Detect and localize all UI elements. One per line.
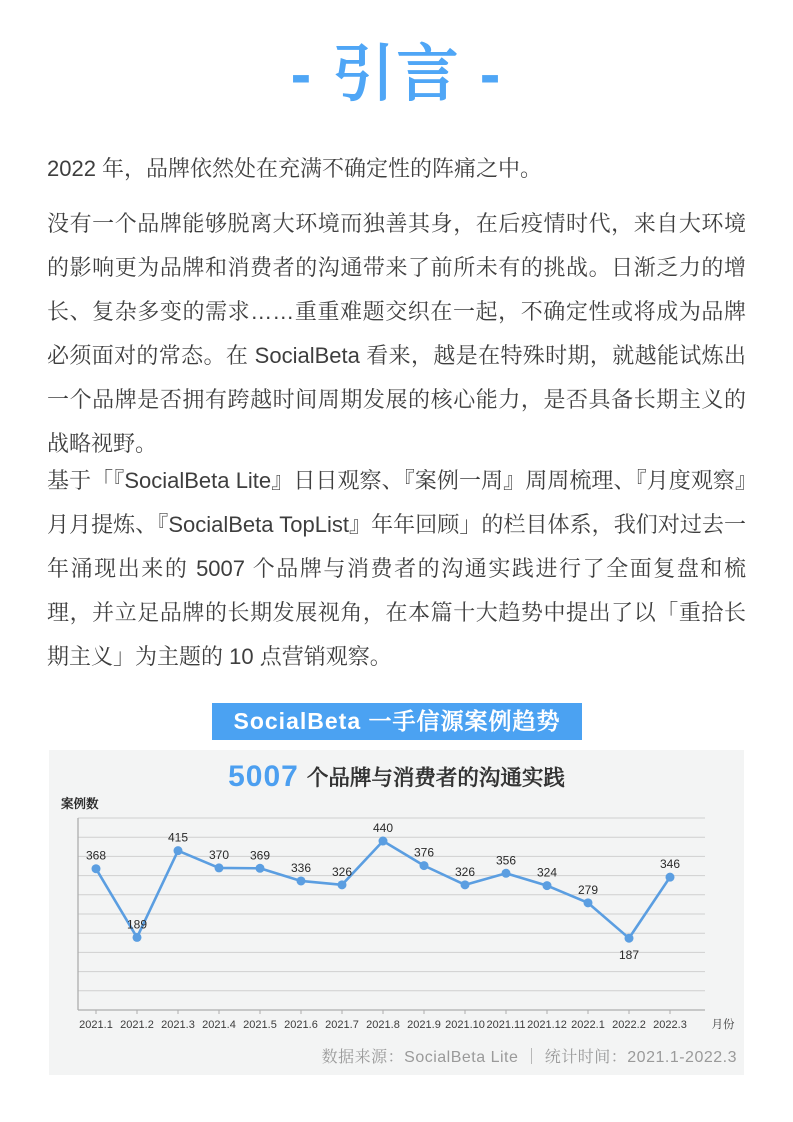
svg-text:2021.10: 2021.10 [445, 1019, 485, 1031]
intro-paragraph-3: 基于「『SocialBeta Lite』日日观察、『案例一周』周周梳理、『月度观察』月月提炼、『SocialBeta TopList』年年回顾」的栏目体系，我们对过去一年涌现出来的 5007 个品牌与消费者的沟通实践进行了全面复盘和梳理，并立足品牌的长期发展视角，在本篇十大趋势中提出了以「重拾长期主义」为主题的 10 点营销观察。 [47, 468, 746, 669]
svg-text:370: 370 [208, 847, 230, 862]
svg-text:346: 346 [659, 857, 681, 872]
svg-text:2021.5: 2021.5 [243, 1019, 277, 1031]
svg-text:369: 369 [249, 848, 271, 863]
svg-text:324: 324 [536, 865, 558, 880]
svg-text:326: 326 [331, 864, 353, 879]
svg-text:2021.3: 2021.3 [161, 1019, 195, 1031]
page-title: - 引言 - [290, 40, 503, 109]
svg-text:440: 440 [372, 821, 394, 836]
chart-title-number: 5007 [228, 760, 299, 793]
svg-text:2021.2: 2021.2 [120, 1019, 154, 1031]
svg-text:2021.4: 2021.4 [202, 1019, 236, 1031]
svg-text:2021.7: 2021.7 [325, 1019, 359, 1031]
svg-text:368: 368 [85, 848, 107, 863]
case-trend-line-chart [49, 810, 744, 1045]
svg-text:376: 376 [413, 845, 435, 860]
svg-text:2021.12: 2021.12 [527, 1019, 567, 1031]
intro-paragraph-2: 没有一个品牌能够脱离大环境而独善其身，在后疫情时代，来自大环境的影响更为品牌和消费者的沟通带来了前所未有的挑战。日渐乏力的增长、复杂多变的需求……重重难题交织在一起，不确定性或将成为品牌必须面对的常态。在 SocialBeta 看来，越是在特殊时期，就越能试炼出一个品牌是否拥有跨越时间周期发展的核心能力，是否具备长期主义的战略视野。 [47, 211, 746, 456]
svg-text:336: 336 [290, 860, 312, 875]
svg-text:月份: 月份 [711, 1019, 735, 1031]
svg-text:279: 279 [577, 882, 599, 897]
chart-title [49, 760, 744, 795]
svg-text:2021.1: 2021.1 [79, 1019, 113, 1031]
svg-text:415: 415 [167, 830, 189, 845]
svg-text:2021.11: 2021.11 [486, 1019, 526, 1031]
svg-text:356: 356 [495, 853, 517, 868]
intro-paragraph-1: 2022 年，品牌依然处在充满不确定性的阵痛之中。 [47, 156, 543, 181]
chart-section-banner: SocialBeta 一手信源案例趋势 [212, 703, 582, 740]
svg-text:187: 187 [618, 948, 640, 963]
svg-text:2021.8: 2021.8 [366, 1019, 400, 1031]
svg-text:2022.3: 2022.3 [653, 1019, 687, 1031]
svg-text:326: 326 [454, 864, 476, 879]
chart-title-text: 个品牌与消费者的沟通实践 [306, 766, 565, 790]
y-axis-label: 案例数 [61, 797, 99, 811]
svg-text:2021.9: 2021.9 [407, 1019, 441, 1031]
chart-card [49, 750, 744, 1075]
svg-text:2022.1: 2022.1 [571, 1019, 605, 1031]
svg-text:189: 189 [126, 917, 148, 932]
data-source-note: 数据来源：SocialBeta Lite ｜ 统计时间：2021.1-2022.3 [321, 1049, 737, 1066]
svg-text:2021.6: 2021.6 [284, 1019, 318, 1031]
svg-text:2022.2: 2022.2 [612, 1019, 646, 1031]
